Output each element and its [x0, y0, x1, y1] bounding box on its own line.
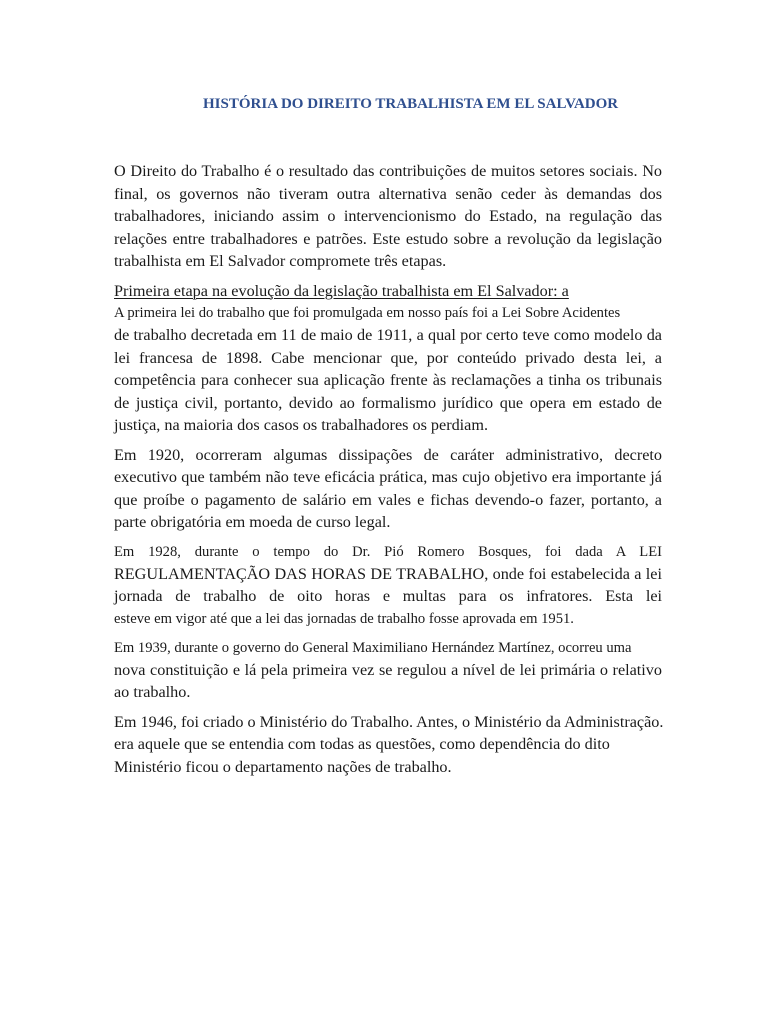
paragraph-1939 — [114, 637, 662, 704]
p1928-line-4: esteve em vigor até que a lei das jornadas de trabalho fosse aprovada em 1951. — [114, 610, 574, 627]
paragraph-intro: O Direito do Trabalho é o resultado das contribuições de muitos setores sociais. No final, os governos não tiveram outra alternativa senão ceder às demandas dos trabalhadores, iniciando assim o intervencionismo do Estado, na regulação das relações entre trabalhadores e patrões. Este estudo sobre a revolução da legislação trabalhista em El Salvador compromete três etapas. — [114, 162, 662, 270]
paragraph-1928 — [114, 541, 662, 630]
document-body — [114, 160, 662, 778]
p1946-line-3: Ministério ficou o departamento nações de trabalho. — [114, 757, 452, 776]
p1946-line-1: Em 1946, foi criado o Ministério do Trabalho. Antes, o Ministério da Administração. — [114, 712, 664, 731]
paragraph-first-law — [114, 280, 662, 437]
paragraph-1920: Em 1920, ocorreram algumas dissipações de caráter administrativo, decreto executivo que também não teve eficácia prática, mas cujo objetivo era importante já que proíbe o pagamento de salário em vales e fichas devendo-o fazer, portanto, a parte obrigatória em moeda de curso legal. — [114, 445, 662, 531]
document-title: HISTÓRIA DO DIREITO TRABALHISTA EM EL SALVADOR — [203, 96, 619, 112]
p1939-text: nova constituição e lá pela primeira vez se regulou a nível de lei primária o relativo ao trabalho. — [114, 660, 662, 701]
first-law-line-1: A primeira lei do trabalho que foi promulgada em nosso país foi a Lei Sobre Acidentes — [114, 305, 621, 321]
p1928-line-3: jornada de trabalho de oito horas e multas para os infratores. Esta lei — [114, 587, 662, 605]
stage-heading: Primeira etapa na evolução da legislação trabalhista em El Salvador: a — [114, 281, 569, 300]
p1946-line-2: era aquele que se entendia com todas as questões, como dependência do dito — [114, 735, 610, 753]
p1939-line-1: Em 1939, durante o governo do General Maximiliano Hernández Martínez, ocorreu uma — [114, 639, 632, 656]
first-law-text: de trabalho decretada em 11 de maio de 1911, a qual por certo teve como modelo da lei francesa de 1898. Cabe mencionar que, por conteúdo privado desta lei, a competência para conhecer sua aplicação frente às reclamações a tinha os tribunais de justiça civil, portanto, devido ao formalismo jurídico que opera em estado de justiça, na maioria dos casos os trabalhadores os perdiam. — [114, 326, 662, 434]
paragraph-1946 — [114, 711, 662, 779]
p1928-line-2: REGULAMENTAÇÃO DAS HORAS DE TRABALHO, onde foi estabelecida a lei — [114, 564, 662, 583]
p1928-line-1: Em 1928, durante o tempo do Dr. Pió Romero Bosques, foi dada A LEI — [114, 543, 662, 560]
